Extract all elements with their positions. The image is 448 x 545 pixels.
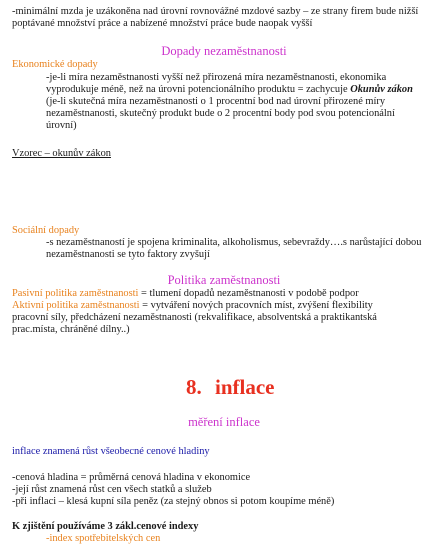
intro-line-2: poptávané množství práce a nabízené množství práce bude naopak vyšší bbox=[12, 18, 313, 29]
inflace-subtitle: měření inflace bbox=[188, 415, 260, 429]
economic-line-2-text: vyprodukuje méně, než na úrovni potencionálního produktu = zachycuje bbox=[46, 84, 351, 95]
economic-line-1: -je-li míra nezaměstnanosti vyšší než přirozená míra nezaměstnanosti, ekonomika bbox=[46, 72, 387, 83]
passive-policy-line bbox=[12, 288, 359, 300]
economic-line-3: (je-li skutečná míra nezaměstnanosti o 1 procentní bod nad úrovní přirozené míry bbox=[46, 96, 386, 107]
active-text: = vytváření nových pracovních míst, zvýšení flexibility bbox=[139, 300, 373, 311]
passive-text: = tlumení dopadů nezaměstnanosti v podobě podpor bbox=[138, 288, 359, 299]
dopady-title: Dopady nezaměstnanosti bbox=[161, 44, 287, 58]
indexes-heading: K zjištění používáme 3 zákl.cenové indexy bbox=[12, 521, 199, 532]
index-item: -index spotřebitelských cen bbox=[46, 533, 161, 544]
economic-line-5: úrovní) bbox=[46, 120, 77, 131]
okun-term: Okunův zákon bbox=[350, 84, 413, 95]
inflace-line-3: -při inflaci – klesá kupní síla peněz (za stejný obnos si potom koupíme méně) bbox=[12, 496, 335, 507]
active-line-2: pracovní síly, předcházení nezaměstnanosti (rekvalifikace, absolventská a praktikantská bbox=[12, 312, 377, 323]
economic-line-2 bbox=[46, 84, 413, 96]
social-line-2: nezaměstnanosti se tyto faktory zvyšují bbox=[46, 249, 210, 260]
passive-label: Pasivní politika zaměstnanosti bbox=[12, 288, 139, 299]
social-line-1: -s nezaměstnaností je spojena kriminalita, alkoholismus, sebevraždy….s narůstající dobou bbox=[46, 237, 422, 248]
inflace-definition: inflace znamená růst všeobecné cenové hladiny bbox=[12, 446, 210, 457]
economic-line-4: nezaměstnanosti, skutečný produkt bude o 2 procentní body pod svou potencionální bbox=[46, 108, 395, 119]
active-label: Aktivní politika zaměstnanosti bbox=[12, 300, 140, 311]
formula-label: Vzorec – okunův zákon bbox=[12, 148, 111, 159]
economic-heading: Ekonomické dopady bbox=[12, 59, 98, 70]
social-heading: Sociální dopady bbox=[12, 225, 80, 236]
section-number: 8. bbox=[186, 375, 202, 399]
active-policy-line bbox=[12, 300, 373, 312]
politika-title: Politika zaměstnanosti bbox=[167, 273, 281, 287]
intro-line-1: -minimální mzda je uzákoněna nad úrovní rovnovážné mzdové sazby – ze strany firem bude nižší bbox=[12, 6, 419, 17]
active-line-3: prac.místa, chráněné dílny..) bbox=[12, 324, 130, 335]
inflace-line-2: -její růst znamená růst cen všech statků a služeb bbox=[12, 484, 212, 495]
inflace-line-1: -cenová hladina = průměrná cenová hladina v ekonomice bbox=[12, 472, 251, 483]
inflace-title: inflace bbox=[215, 375, 275, 399]
